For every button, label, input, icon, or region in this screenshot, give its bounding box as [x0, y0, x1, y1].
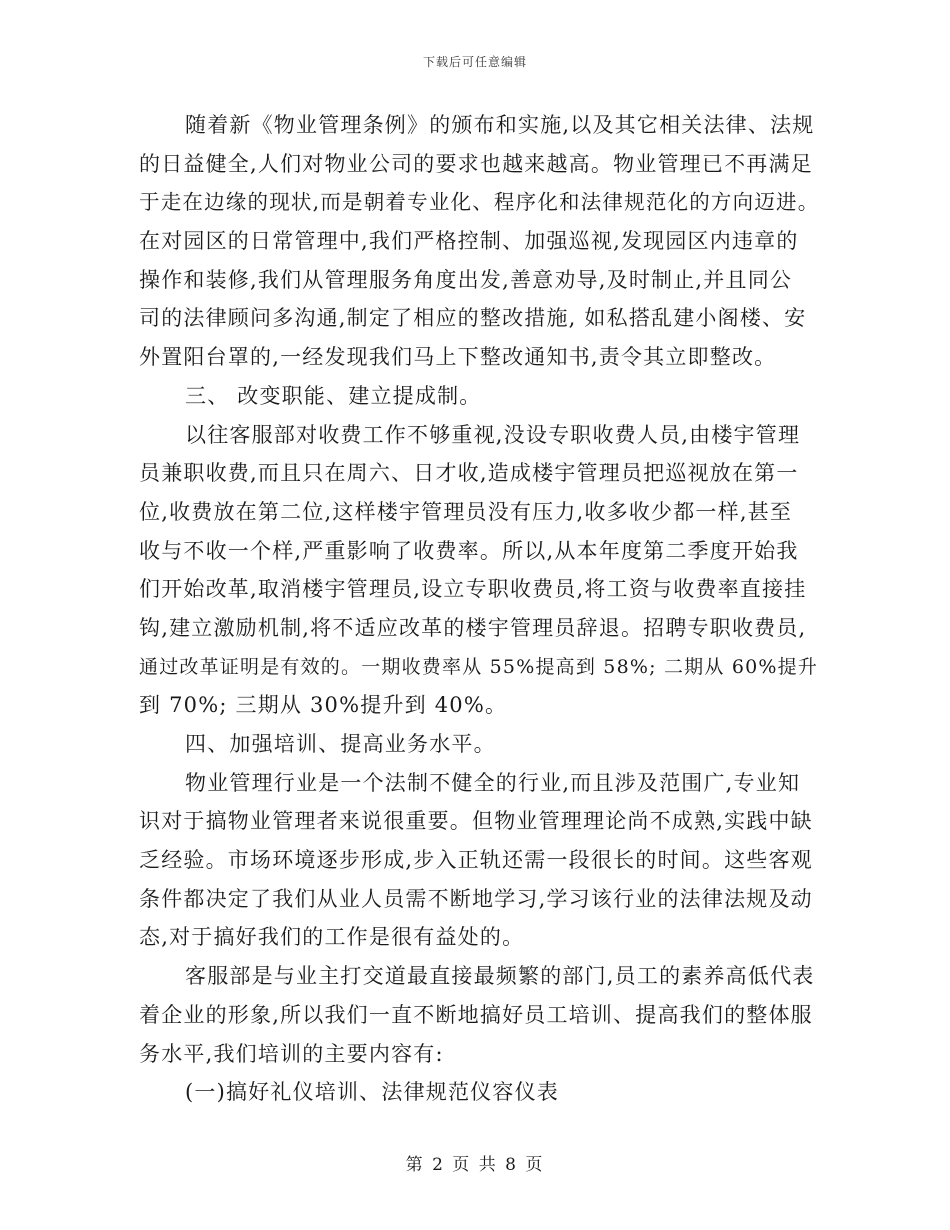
document-body — [139, 106, 829, 1112]
subsection-heading: (一)搞好礼仪培训、法律规范仪容仪表 — [185, 1080, 559, 1105]
section-heading: 三、 改变职能、建立提成制。 — [185, 383, 482, 408]
text-line: 们开始改革,取消楼宇管理员,设立专职收费员,将工资与收费率直接挂 — [139, 577, 807, 602]
text-line: 随着新《物业管理条例》的颁布和实施,以及其它相关法律、法规 — [185, 113, 815, 137]
text-line: 识对于搞物业管理者来说很重要。但物业管理理论尚不成熟,实践中缺 — [139, 809, 813, 834]
text-line: 乏经验。市场环境逐步形成,步入正轨还需一段很长的时间。这些客观 — [139, 848, 813, 873]
text-line: 客服部是与业主打交道最直接最频繁的部门,员工的素养高低代表 — [185, 964, 815, 989]
text-line: 以往客服部对收费工作不够重视,没设专职收费人员,由楼宇管理 — [185, 422, 801, 447]
text-line: 外置阳台罩的,一经发现我们马上下整改通知书,责令其立即整改。 — [139, 345, 777, 370]
text-line: 物业管理行业是一个法制不健全的行业,而且涉及范围广,专业知 — [185, 770, 801, 795]
text-line: 操作和装修,我们从管理服务角度出发,善意劝导,及时制止,并且同公 — [139, 267, 793, 292]
text-line: 在对园区的日常管理中,我们严格控制、加强巡视,发现园区内违章的 — [139, 229, 799, 254]
section-heading: 四、加强培训、提高业务水平。 — [185, 732, 496, 756]
text-line: 于走在边缘的现状,而是朝着专业化、程序化和法律规范化的方向迈进。 — [139, 190, 820, 215]
text-line: 务水平,我们培训的主要内容有: — [139, 1041, 444, 1066]
text-line: 收与不收一个样,严重影响了收费率。所以,从本年度第二季度开始我 — [139, 538, 799, 563]
text-line: 员兼职收费,而且只在周六、日才收,造成楼宇管理员把巡视放在第一 — [139, 461, 799, 486]
text-line: 通过改革证明是有效的。一期收费率从 55%提高到 58%; 二期从 60%提升 — [139, 655, 819, 678]
text-line: 司的法律顾问多沟通,制定了相应的整改措施, 如私搭乱建小阁楼、安 — [139, 306, 807, 331]
text-line: 钩,建立激励机制,将不适应改革的楼宇管理员辞退。招聘专职收费员, — [139, 615, 807, 640]
text-line: 到 70%; 三期从 30%提升到 40%。 — [139, 693, 508, 718]
text-line: 态,对于搞好我们的工作是很有益处的。 — [139, 925, 525, 950]
text-line: 位,收费放在第二位,这样楼宇管理员没有压力,收多收少都一样,甚至 — [139, 499, 793, 524]
page-footer: 第 2 页 共 8 页 — [405, 1155, 545, 1175]
text-line: 着企业的形象,所以我们一直不断地搞好员工培训、提高我们的整体服 — [139, 1002, 813, 1027]
text-line: 的日益健全,人们对物业公司的要求也越来越高。物业管理已不再满足 — [139, 151, 813, 176]
header-note: 下载后可任意编辑 — [422, 55, 527, 69]
text-line: 条件都决定了我们从业人员需不断地学习,学习该行业的法律法规及动 — [139, 886, 813, 911]
